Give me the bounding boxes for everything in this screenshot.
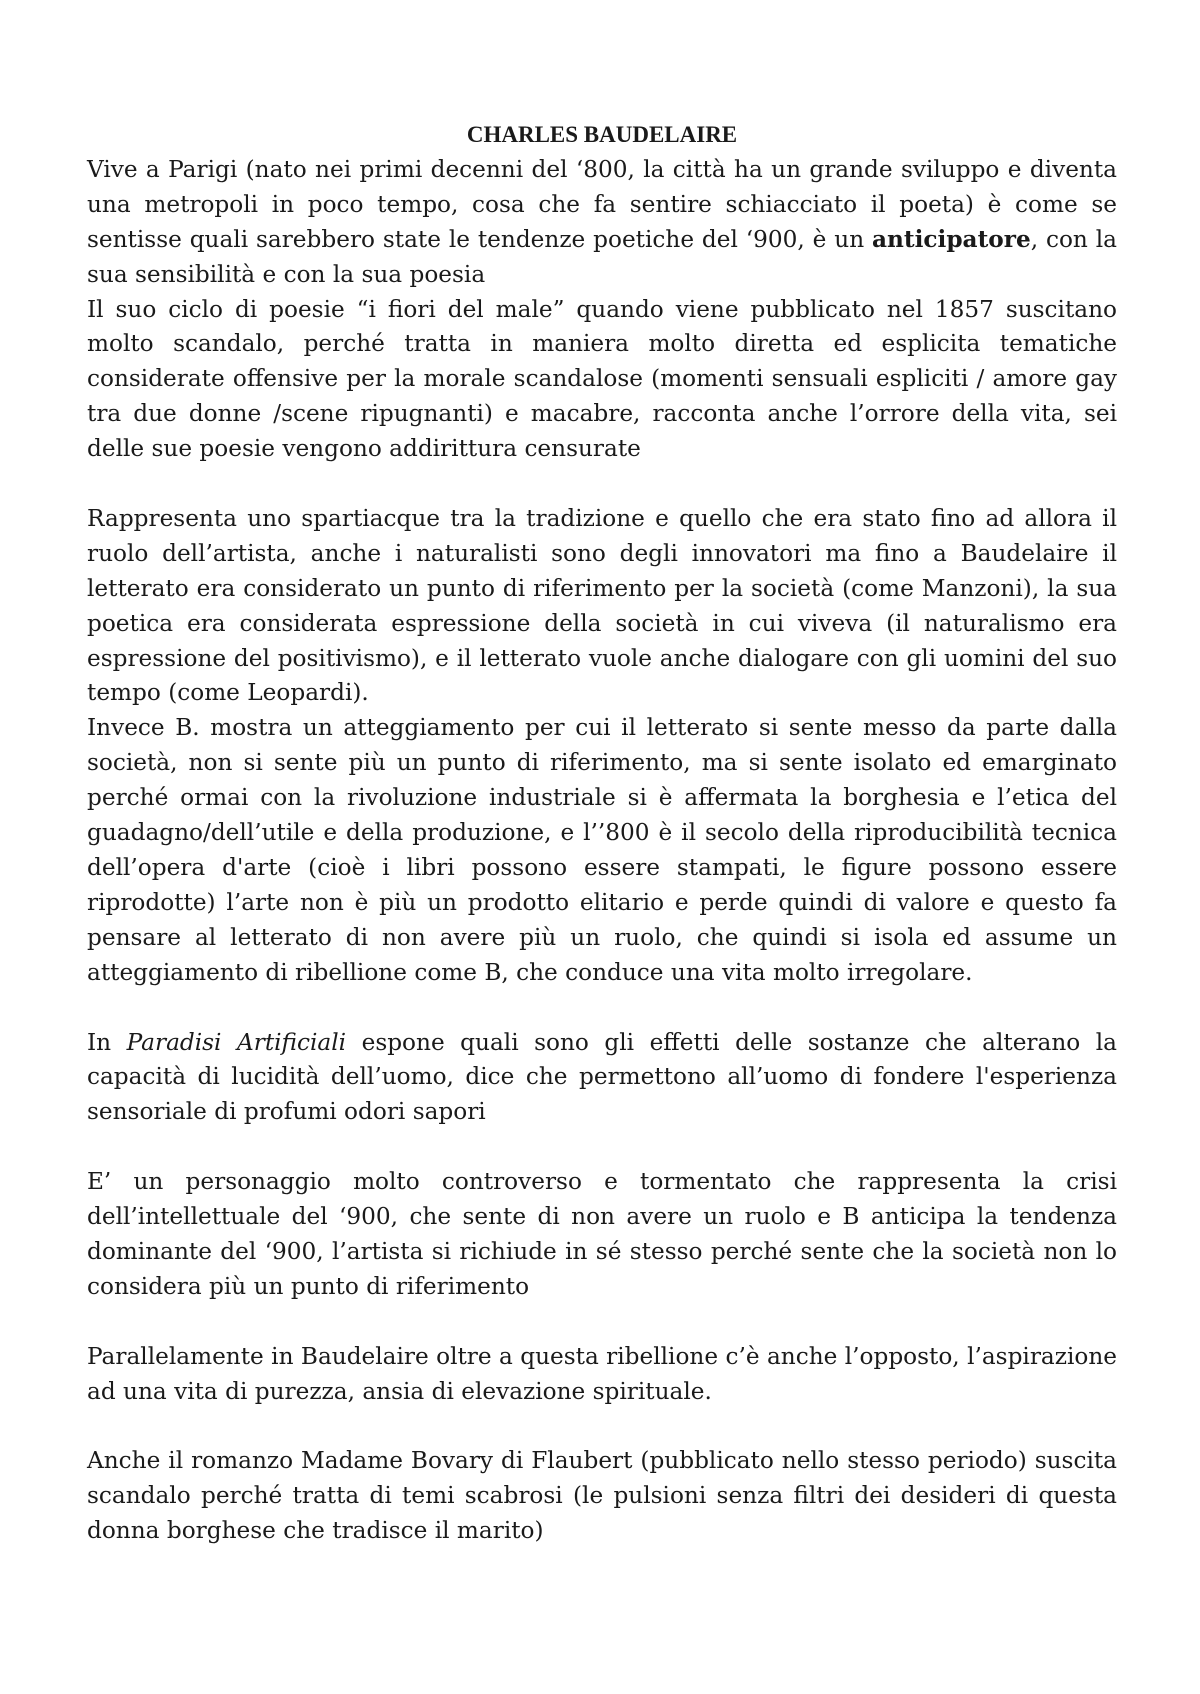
paragraph-fiori-del-male: Il suo ciclo di poesie “i fiori del male” quando viene pubblicato nel 1857 suscitano molto scandalo, perché tratta in maniera molto diretta ed esplicita tematiche considerate offensive per la morale scandalose (momenti sensuali espliciti / amore gay tra due donne /scene ripugnanti) e macabre, racconta anche l’orrore della vita, sei delle sue poesie vengono addirittura censurate [87, 295, 1117, 463]
paragraph-spacer [87, 467, 1117, 502]
document-title: CHARLES BAUDELAIRE [466, 122, 738, 147]
paragraph-intro-text-end: , con la sua sensibilità e con la sua poesia [87, 225, 1117, 288]
paragraph-purezza: Parallelamente in Baudelaire oltre a questa ribellione c’è anche l’opposto, l’aspirazione ad una vita di purezza, ansia di elevazione spirituale. [87, 1342, 1117, 1405]
paragraph-emarginazione: Invece B. mostra un atteggiamento per cui il letterato si sente messo da parte dalla società, non si sente più un punto di riferimento, ma si sente isolato ed emarginato perché ormai con la rivoluzione industriale si è affermata la borghesia e l’etica del guadagno/dell’utile e della produzione, e l’’800 è il secolo della riproducibilità tecnica dell’opera d'arte (cioè i libri possono essere stampati, le figure possono essere riprodotte) l’arte non è più un prodotto elitario e perde quindi di valore e questo fa pensare al letterato di non avere più un ruolo, che quindi si isola ed assume un atteggiamento di ribellione come B, che conduce una vita molto irregolare. [87, 714, 1117, 986]
paragraph-crisi: E’ un personaggio molto controverso e tormentato che rappresenta la crisi dell’intellettuale del ‘900, che sente di non avere un ruolo e B anticipa la tendenza dominante del ‘900, l’artista si richiude in sé stesso perché sente che la società non lo considera più un punto di riferimento [87, 1168, 1117, 1300]
paragraph-intro-text: Vive a Parigi (nato nei primi decenni del ‘800, la città ha un grande sviluppo e diventa una metropoli in poco tempo, cosa che fa sentire schiacciato il poeta) è come se sentisse quali sarebbero state le tendenze poetiche del ‘900, è un [87, 155, 1117, 253]
paragraph-intro [87, 153, 1117, 293]
paragraph-spacer [87, 1305, 1117, 1340]
paragraph-paradisi-text-end: espone quali sono gli effetti delle sostanze che alterano la capacità di lucidità dell’uomo, dice che permettono all’uomo di fondere l'esperienza sensoriale di profumi odori sapori [87, 1028, 1117, 1126]
paragraph-spacer [87, 1130, 1117, 1165]
paragraph-paradisi-text: In [87, 1028, 127, 1056]
paragraph-paradisi [87, 1026, 1117, 1131]
paragraph-spacer [87, 1409, 1117, 1444]
document-body [87, 118, 1117, 1549]
paragraph-spartiacque: Rappresenta uno spartiacque tra la tradizione e quello che era stato fino ad allora il ruolo dell’artista, anche i naturalisti sono degli innovatori ma fino a Baudelaire il letterato era considerato un punto di riferimento per la società (come Manzoni), la sua poetica era considerata espressione della società in cui viveva (il naturalismo era espressione del positivismo), e il letterato vuole anche dialogare con gli uomini del suo tempo (come Leopardi). [87, 504, 1117, 707]
work-title-paradisi-artificiali: Paradisi Artificiali [126, 1028, 347, 1056]
emphasis-anticipatore: anticipatore [872, 225, 1031, 253]
paragraph-bovary: Anche il romanzo Madame Bovary di Flaubert (pubblicato nello stesso periodo) suscita scandalo perché tratta di temi scabrosi (le pulsioni senza filtri dei desideri di questa donna borghese che tradisce il marito) [87, 1447, 1117, 1545]
paragraph-spacer [87, 991, 1117, 1026]
